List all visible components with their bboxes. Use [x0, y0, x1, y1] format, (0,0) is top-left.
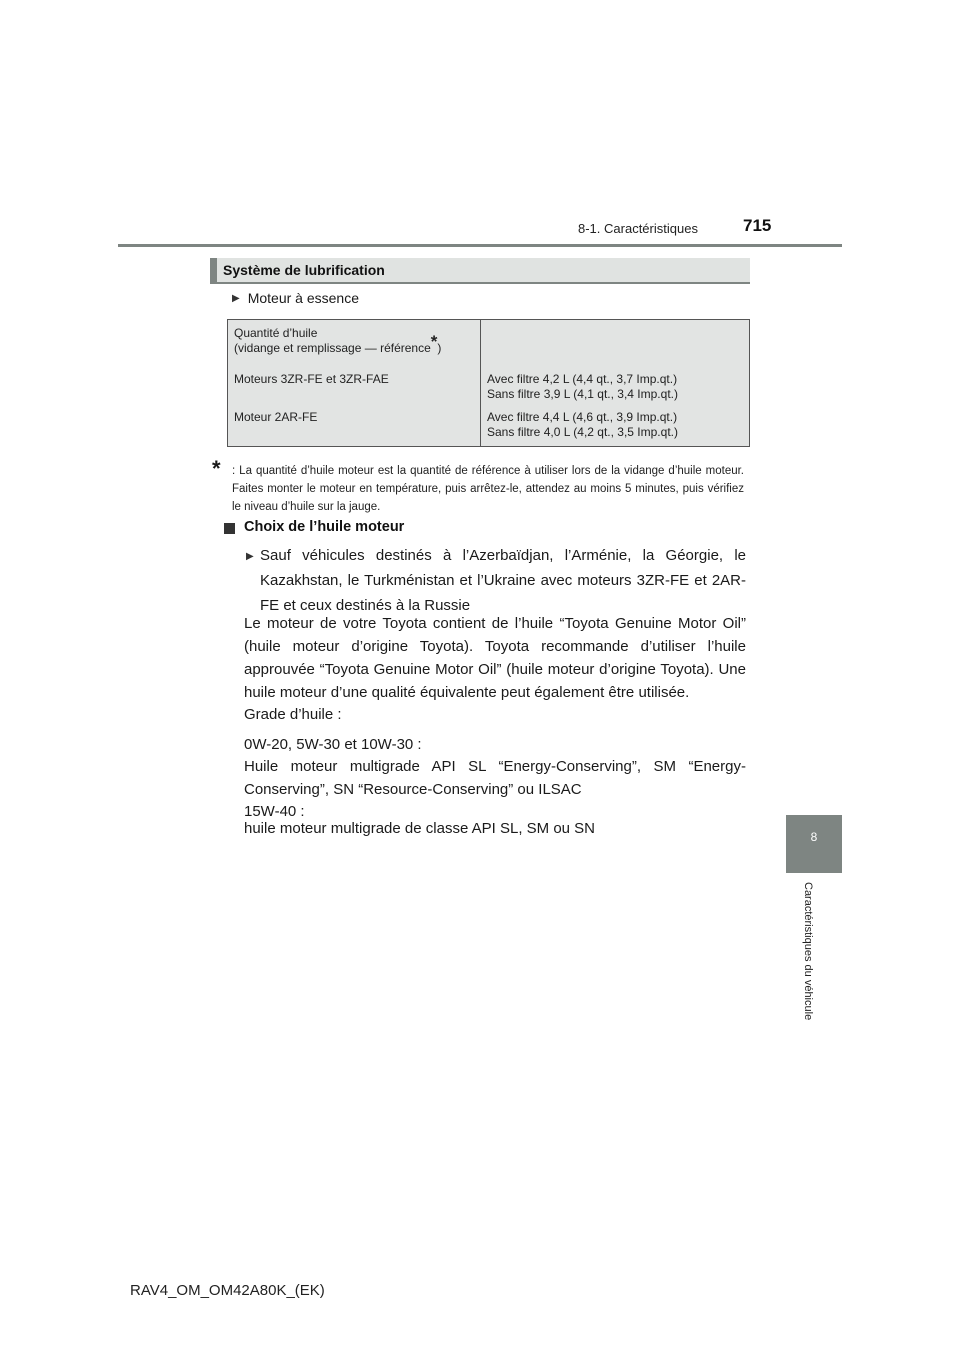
- capacity-cell: [481, 370, 750, 408]
- without-filter: Sans filtre 3,9 L (4,1 qt., 3,4 Imp.qt.): [487, 387, 678, 401]
- table-header-row: [228, 320, 750, 371]
- capacity-cell: [481, 408, 750, 447]
- with-filter: Avec filtre 4,2 L (4,4 qt., 3,7 Imp.qt.): [487, 372, 678, 386]
- grade-label: Grade d’huile :: [244, 706, 342, 723]
- chapter-tab-number: 8: [810, 830, 818, 844]
- square-bullet-icon: [224, 523, 235, 534]
- oil-choice-subheading: Sauf véhicules destinés à l’Azerbaïdjan, l’Arménie, la Géorgie, le Kazakhstan, le Turkménistan et l’Ukraine avec moteurs 3ZR-FE et 2AR-FE et ceux destinés à la Russie: [260, 547, 746, 614]
- table-row: [228, 370, 750, 408]
- table-row: [228, 408, 750, 447]
- grade1-title: 0W-20, 5W-30 et 10W-30 :: [244, 736, 422, 753]
- grade2-title: 15W-40 :: [244, 803, 305, 820]
- triangle-bullet-icon: ▶: [232, 292, 240, 304]
- engine-cell: Moteurs 3ZR-FE et 3ZR-FAE: [228, 370, 481, 408]
- subheading-text: Moteur à essence: [247, 290, 359, 306]
- chapter-tab-label: Caractéristiques du véhicule: [802, 882, 814, 1021]
- oil-capacity-table: [227, 319, 750, 447]
- header-line2-close: ): [437, 341, 442, 355]
- section-heading-accent: [210, 258, 217, 282]
- document-code: RAV4_OM_OM42A80K_(EK): [130, 1282, 325, 1299]
- grade2-text: huile moteur multigrade de classe API SL, SM ou SN: [244, 820, 596, 837]
- header-rule: [118, 244, 842, 247]
- without-filter: Sans filtre 4,0 L (4,2 qt., 3,5 Imp.qt.): [487, 425, 678, 439]
- section-heading: Système de lubrification: [223, 262, 385, 278]
- table-header-empty: [481, 320, 750, 371]
- oil-choice-paragraph: Le moteur de votre Toyota contient de l’huile “Toyota Genuine Motor Oil” (huile moteur d’origine Toyota). Toyota recommande d’utiliser l’huile approuvée “Toyota Genuine Motor Oil” (huile moteur d’origine Toyota). Une huile moteur d’une qualité équivalente peut également être utilisée.: [244, 615, 746, 701]
- with-filter: Avec filtre 4,4 L (4,6 qt., 3,9 Imp.qt.): [487, 410, 678, 424]
- header-line2: (vidange et remplissage — référence: [234, 341, 431, 355]
- engine-cell: Moteur 2AR-FE: [228, 408, 481, 447]
- page-number: 715: [743, 216, 772, 235]
- triangle-bullet-icon: ▶: [246, 551, 254, 562]
- page-header: [0, 0, 960, 250]
- chapter-tab: [786, 815, 842, 873]
- section-title: 8-1. Caractéristiques: [578, 221, 698, 236]
- footnote-star: *: [212, 456, 221, 481]
- footnote-text: : La quantité d’huile moteur est la quantité de référence à utiliser lors de la vidange d’huile moteur. Faites monter le moteur en température, puis arrêtez-le, attendez au moins 5 minutes, puis vérifiez le niveau d’huile sur la jauge.: [232, 465, 744, 513]
- footnote-star-ref: *: [430, 332, 438, 351]
- grade1-text: Huile moteur multigrade API SL “Energy-Conserving”, SM “Energy-Conserving”, SN “Resource-Conserving” ou ILSAC: [244, 758, 746, 798]
- subheading-petrol: [232, 290, 359, 306]
- header-line1: Quantité d’huile: [234, 326, 318, 340]
- table-header-cell: [228, 320, 481, 371]
- oil-choice-title: Choix de l’huile moteur: [244, 519, 405, 535]
